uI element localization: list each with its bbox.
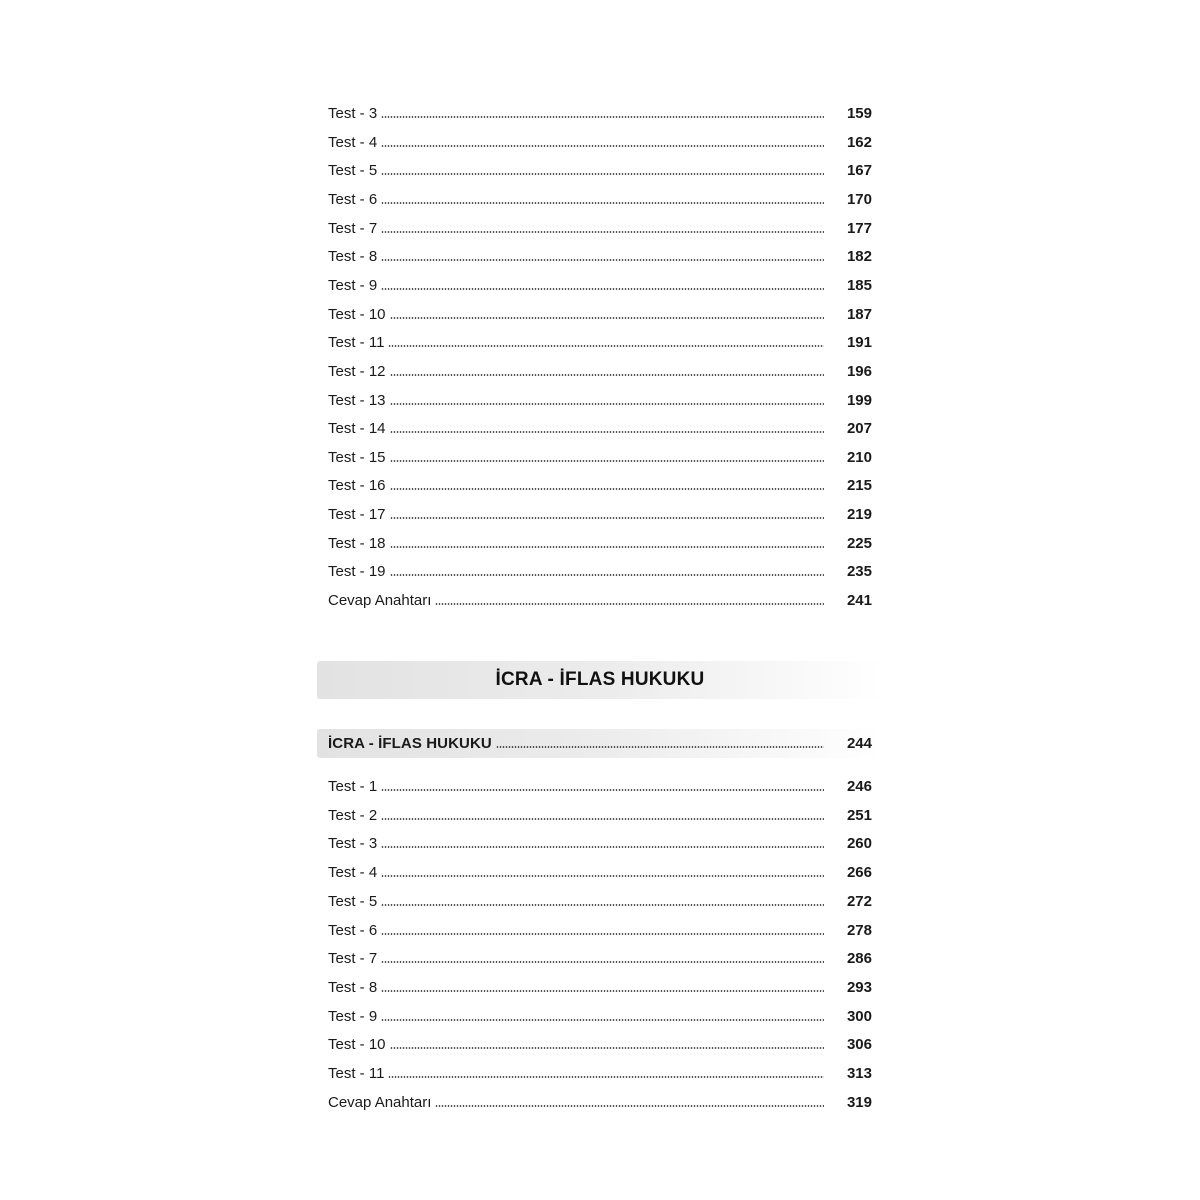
toc-entry-title: Test - 14 <box>328 420 386 438</box>
toc-entry-page-number: 293 <box>846 978 872 996</box>
toc-entry-title: Test - 1 <box>328 778 378 795</box>
toc-entry-page-number: 182 <box>846 248 872 266</box>
toc-entry[interactable] <box>328 803 872 825</box>
toc-entry-title: Test - 11 <box>328 334 385 352</box>
toc-entry[interactable] <box>328 359 872 381</box>
toc-entry-title: Cevap Anahtarı <box>328 1093 432 1111</box>
dot-leader <box>390 316 824 320</box>
toc-entry-title: Test - 19 <box>328 563 386 581</box>
toc-entry-title: Test - 4 <box>328 133 378 151</box>
toc-entry-page-number: 196 <box>846 362 872 380</box>
toc-entry-page-number: 300 <box>846 1007 872 1025</box>
toc-entry[interactable] <box>328 388 872 410</box>
dot-leader <box>381 903 824 907</box>
toc-entry-page-number: 266 <box>846 864 872 882</box>
toc-entry-title: Test - 3 <box>328 105 378 122</box>
dot-leader <box>381 172 824 176</box>
toc-entry-page-number: 187 <box>846 305 872 323</box>
toc-entry[interactable] <box>328 187 872 209</box>
dot-leader <box>381 144 824 148</box>
toc-entry-title: Test - 8 <box>328 248 378 266</box>
toc-entry-page-number: 170 <box>846 190 872 208</box>
dot-leader <box>390 573 824 577</box>
toc-entry[interactable] <box>328 946 872 968</box>
toc-entry[interactable] <box>328 1061 872 1083</box>
dot-leader <box>381 845 824 849</box>
toc-entry[interactable] <box>328 302 872 324</box>
toc-entry-title: Test - 18 <box>328 534 386 552</box>
toc-entry[interactable] <box>328 244 872 266</box>
toc-entry-page-number: 199 <box>846 391 872 409</box>
dot-leader <box>381 960 824 964</box>
toc-entry-page-number: 162 <box>846 133 872 151</box>
dot-leader <box>388 1075 824 1079</box>
dot-leader <box>390 516 824 520</box>
toc-entry[interactable] <box>328 559 872 581</box>
toc-entry-page-number: 241 <box>846 592 872 610</box>
toc-entry-title: Test - 5 <box>328 892 378 910</box>
toc-entry-page-number: 191 <box>846 334 872 352</box>
dot-leader <box>381 788 824 792</box>
toc-entry-page-number: 260 <box>846 835 872 853</box>
toc-entry-title: Test - 10 <box>328 305 386 323</box>
toc-entry-page-number: 286 <box>846 950 872 968</box>
dot-leader <box>390 373 824 377</box>
toc-entry[interactable] <box>328 101 872 123</box>
dot-leader <box>381 230 824 234</box>
toc-entry-title: Test - 9 <box>328 1007 378 1025</box>
toc-entry-page-number: 185 <box>846 276 872 294</box>
dot-leader <box>381 115 824 119</box>
dot-leader <box>381 201 824 205</box>
toc-entry[interactable] <box>328 918 872 940</box>
chapter-heading-title: İCRA - İFLAS HUKUKU <box>328 735 492 752</box>
toc-entry-page-number: 251 <box>846 806 872 824</box>
toc-entry-page-number: 167 <box>846 162 872 180</box>
dot-leader <box>390 402 824 406</box>
toc-entry-title: Test - 9 <box>328 276 378 294</box>
toc-entry[interactable] <box>328 273 872 295</box>
toc-entry-page-number: 159 <box>846 105 872 122</box>
toc-entry-title: Test - 5 <box>328 162 378 180</box>
toc-entry-title: Test - 7 <box>328 219 378 237</box>
dot-leader <box>435 602 824 606</box>
dot-leader <box>388 344 824 348</box>
toc-entry-page-number: 207 <box>846 420 872 438</box>
dot-leader <box>496 745 824 749</box>
toc-entry-page-number: 246 <box>846 778 872 795</box>
toc-entry-title: Test - 2 <box>328 806 378 824</box>
toc-entry[interactable] <box>328 975 872 997</box>
dot-leader <box>381 1018 824 1022</box>
dot-leader <box>381 989 824 993</box>
toc-entry-page-number: 313 <box>846 1065 872 1082</box>
dot-leader <box>390 1046 824 1050</box>
toc-entry[interactable] <box>328 130 872 152</box>
toc-entry-page-number: 235 <box>846 563 872 581</box>
dot-leader <box>381 817 824 821</box>
toc-entry-title: Test - 11 <box>328 1065 385 1082</box>
toc-entry-title: Cevap Anahtarı <box>328 592 432 610</box>
toc-entry-page-number: 278 <box>846 921 872 939</box>
toc-entry-page-number: 272 <box>846 892 872 910</box>
toc-entry[interactable] <box>328 502 872 524</box>
toc-entry-page-number: 210 <box>846 448 872 466</box>
toc-entry[interactable] <box>328 416 872 438</box>
toc-entry[interactable] <box>328 531 872 553</box>
toc-entry[interactable] <box>328 588 872 610</box>
toc-entry-title: Test - 13 <box>328 391 386 409</box>
toc-entry-title: Test - 3 <box>328 835 378 853</box>
chapter-heading-page-number: 244 <box>846 735 872 752</box>
dot-leader <box>381 932 824 936</box>
dot-leader <box>381 287 824 291</box>
toc-entry-title: Test - 8 <box>328 978 378 996</box>
toc-entry-page-number: 225 <box>846 534 872 552</box>
toc-entry-page-number: 306 <box>846 1036 872 1054</box>
toc-entry-title: Test - 4 <box>328 864 378 882</box>
dot-leader <box>381 258 824 262</box>
toc-entry[interactable] <box>328 1090 872 1112</box>
toc-entry[interactable] <box>328 445 872 467</box>
section-heading-title: İCRA - İFLAS HUKUKU <box>495 669 705 690</box>
toc-entry[interactable] <box>328 774 872 796</box>
toc-entry-page-number: 219 <box>846 506 872 524</box>
toc-entry-title: Test - 15 <box>328 448 386 466</box>
toc-entry[interactable] <box>328 889 872 911</box>
toc-entry[interactable] <box>328 330 872 352</box>
toc-entry[interactable] <box>328 158 872 180</box>
toc-entry-title: Test - 7 <box>328 950 378 968</box>
toc-entry-page-number: 215 <box>846 477 872 495</box>
toc-entry[interactable] <box>328 216 872 238</box>
section-heading-banner <box>317 661 883 699</box>
toc-entry-title: Test - 10 <box>328 1036 386 1054</box>
chapter-heading-row[interactable] <box>328 731 872 753</box>
toc-entry-title: Test - 12 <box>328 362 386 380</box>
toc-entry-title: Test - 6 <box>328 190 378 208</box>
dot-leader <box>390 487 824 491</box>
toc-entry[interactable] <box>328 860 872 882</box>
toc-entry-title: Test - 16 <box>328 477 386 495</box>
toc-entry[interactable] <box>328 473 872 495</box>
dot-leader <box>390 459 824 463</box>
toc-entry[interactable] <box>328 831 872 853</box>
dot-leader <box>390 430 824 434</box>
toc-entry-page-number: 319 <box>846 1093 872 1111</box>
toc-entry[interactable] <box>328 1004 872 1026</box>
toc-entry-title: Test - 17 <box>328 506 386 524</box>
toc-entry-title: Test - 6 <box>328 921 378 939</box>
dot-leader <box>390 545 824 549</box>
toc-entry-page-number: 177 <box>846 219 872 237</box>
dot-leader <box>381 874 824 878</box>
dot-leader <box>435 1104 824 1108</box>
toc-entry[interactable] <box>328 1032 872 1054</box>
